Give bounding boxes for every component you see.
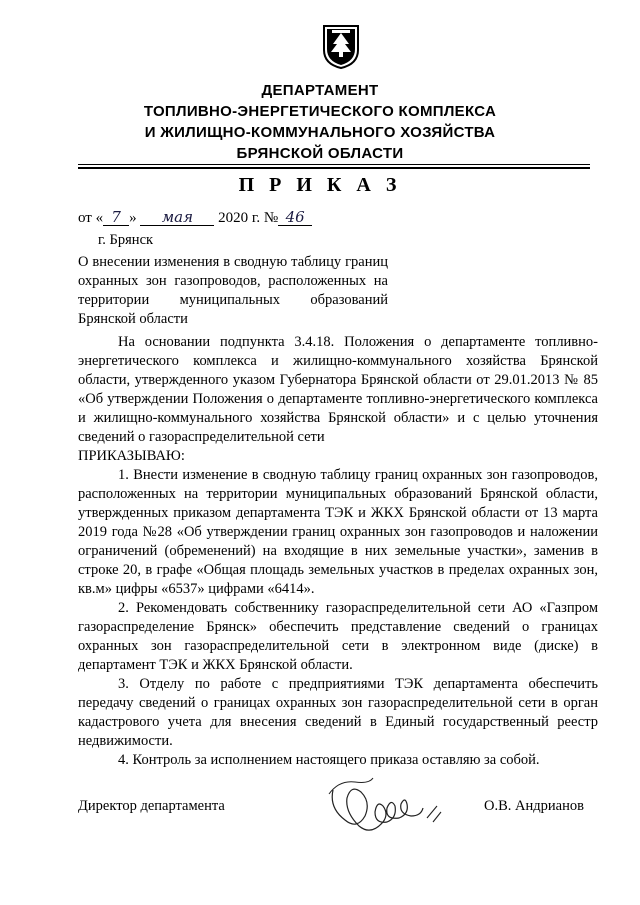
order-item-4: 4. Контроль за исполнением настоящего приказа оставляю за собой. — [118, 752, 540, 768]
handwritten-number: 46 — [278, 210, 312, 226]
signatory-name: О.В. Андрианов — [484, 798, 584, 814]
date-mid: » — [129, 210, 137, 226]
order-date-line — [78, 210, 312, 227]
date-year: 2020 г. — [218, 210, 261, 226]
city: г. Брянск — [98, 232, 154, 248]
handwritten-month: мая — [140, 210, 214, 226]
number-sign: № — [263, 210, 279, 226]
dept-line-1: ДЕПАРТАМЕНТ — [261, 82, 379, 99]
handwritten-day: 7 — [103, 210, 129, 226]
order-item-2: 2. Рекомендовать собственнику газораспределительной сети АО «Газпром газораспределение Брянск» обеспечить представление сведений о границах охранных зон газораспределительной сети в электронном виде (диске) в департамент ТЭК и ЖКХ Брянской области. — [78, 600, 598, 673]
order-title: П Р И К А З — [238, 174, 402, 196]
order-body — [78, 333, 598, 770]
dept-line-2: ТОПЛИВНО-ЭНЕРГЕТИЧЕСКОГО КОМПЛЕКСА — [143, 103, 497, 120]
coat-of-arms-emblem — [320, 22, 362, 70]
order-item-1: 1. Внести изменение в сводную таблицу границ охранных зон газопроводов, расположенных на территории муниципальных образований Брянской области, утвержденных приказом департамента ТЭК и ЖКХ Брянской области от 13 марта 2019 года №28 «Об утверждении границ охранных зон газопроводов и наложении ограничений (обременений) на входящие в них земельные участки», заменив в строке 20, в графе «Общая площадь земельных участков в пределах охранных зон, кв.м» цифры «6537» цифрами «6414». — [78, 467, 598, 597]
dept-line-3: И ЖИЛИЩНО-КОММУНАЛЬНОГО ХОЗЯЙСТВА — [144, 124, 496, 141]
header-rule-bottom — [78, 167, 590, 169]
handwritten-signature — [325, 772, 450, 842]
order-item-3: 3. Отделу по работе с предприятиями ТЭК департамента обеспечить передачу сведений о границах охранных зон газораспределительной сети в орган кадастрового учета для внесения сведений в Единый государственный реестр недвижимости. — [78, 676, 598, 749]
signatory-position: Директор департамента — [78, 798, 225, 814]
dept-line-4: БРЯНСКОЙ ОБЛАСТИ — [236, 145, 404, 162]
order-directive: ПРИКАЗЫВАЮ: — [78, 448, 185, 464]
date-prefix: от « — [78, 210, 104, 226]
preamble-paragraph: На основании подпункта 3.4.18. Положения о департаменте топливно-энергетического комплекса и жилищно-коммунального хозяйства Брянской области, утвержденного указом Губернатора Брянской области от 29.01.2013 № 85 «Об утверждении Положения о департаменте топливно-энергетического комплекса и жилищно-коммунального хозяйства Брянской области» и с целью уточнения сведений о газораспределительной сети — [78, 334, 598, 445]
order-subject: О внесении изменения в сводную таблицу границ охранных зон газопроводов, расположенных на территории муниципальных образований Брянской области — [78, 254, 388, 327]
header-rule-top — [78, 164, 590, 165]
